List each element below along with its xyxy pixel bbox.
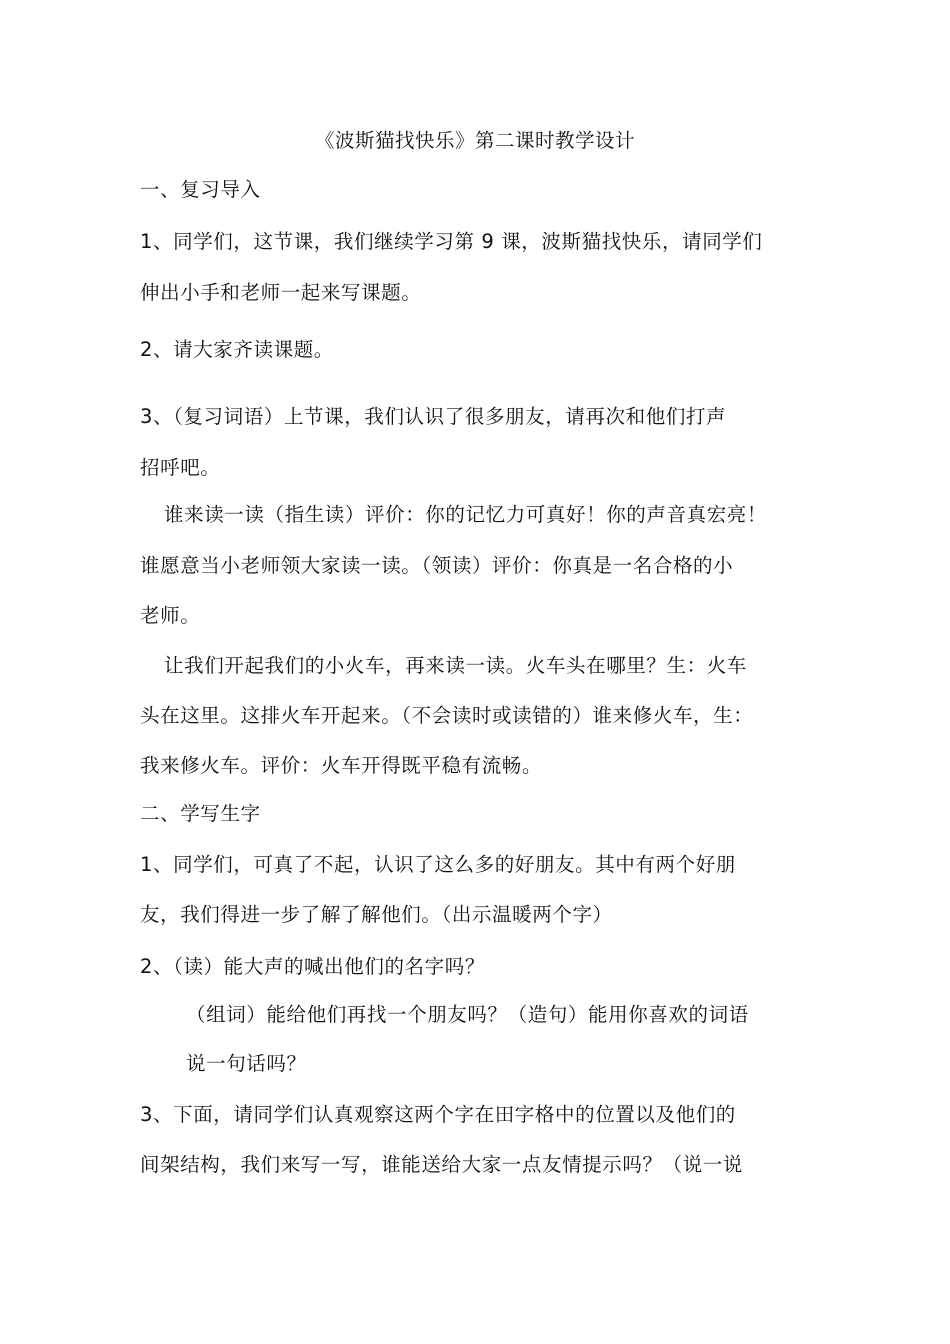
paragraph-line: （组词）能给他们再找一个朋友吗？（造句）能用你喜欢的词语 xyxy=(186,1003,749,1026)
paragraph-line: 谁愿意当小老师领大家读一读。（领读）评价：你真是一名合格的小 xyxy=(140,554,734,577)
paragraph-line: 我来修火车。评价：火车开得既平稳有流畅。 xyxy=(140,754,543,777)
paragraph-line: 招呼吧。 xyxy=(140,456,221,479)
section-heading-review: 一、复习导入 xyxy=(140,178,261,201)
document-title: 《波斯猫找快乐》第二课时教学设计 xyxy=(314,129,635,152)
paragraph-line: 谁来读一读（指生读）评价：你的记忆力可真好！你的声音真宏亮！ xyxy=(164,503,768,526)
paragraph-line: 友，我们得进一步了解了解他们。（出示温暖两个字） xyxy=(140,903,613,926)
paragraph-line: 老师。 xyxy=(140,604,201,627)
paragraph-line: 说一句话吗？ xyxy=(186,1052,307,1075)
paragraph-line: 3、（复习词语）上节课，我们认识了很多朋友，请再次和他们打声 xyxy=(140,405,727,428)
paragraph-line: 1、同学们，可真了不起，认识了这么多的好朋友。其中有两个好朋 xyxy=(140,853,736,876)
paragraph-line: 2、（读）能大声的喊出他们的名字吗？ xyxy=(140,955,485,978)
paragraph-line: 让我们开起我们的小火车，再来读一读。火车头在哪里？生：火车 xyxy=(164,654,747,677)
section-heading-writing: 二、学写生字 xyxy=(140,802,261,825)
paragraph-line: 2、请大家齐读课题。 xyxy=(140,338,334,361)
paragraph-line: 间架结构，我们来写一写，谁能送给大家一点友情提示吗？（说一说 xyxy=(140,1153,744,1176)
paragraph-line: 1、同学们，这节课，我们继续学习第 9 课，波斯猫找快乐，请同学们 xyxy=(140,230,763,253)
paragraph-line: 伸出小手和老师一起来写课题。 xyxy=(140,281,422,304)
paragraph-line: 头在这里。这排火车开起来。（不会读时或读错的）谁来修火车，生： xyxy=(140,704,754,727)
paragraph-line: 3、下面，请同学们认真观察这两个字在田字格中的位置以及他们的 xyxy=(140,1103,736,1126)
